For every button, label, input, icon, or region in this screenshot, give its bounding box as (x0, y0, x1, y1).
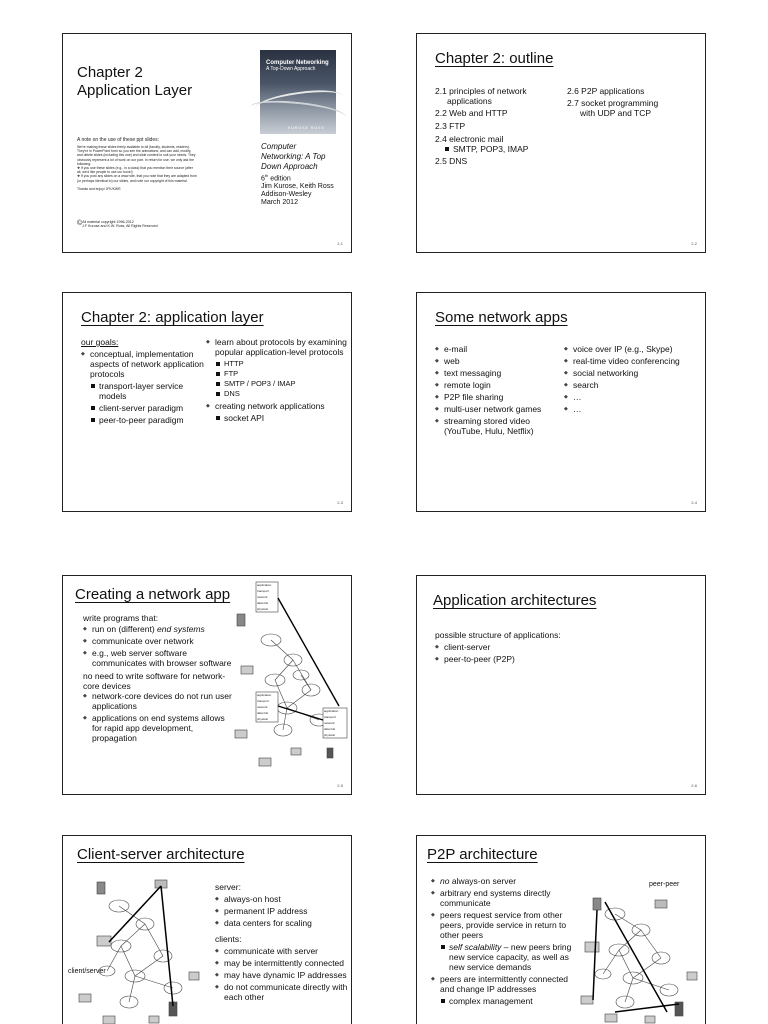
slide-client-server-title: Client-server architecture (77, 846, 245, 863)
slide-title (62, 33, 352, 253)
page-number: 2-4 (691, 500, 697, 505)
svg-text:transport: transport (257, 699, 269, 703)
app-arch-body: possible structure of applications: ◆ client-server ◆ peer-to-peer (P2P) (435, 630, 685, 666)
learn-column: ◆ learn about protocols by examining popular application-level protocols HTTP FTP SMTP / POP3 / IMAP DNS ◆ creating network applications socket API (206, 337, 348, 425)
apps-right: ◆ voice over IP (e.g., Skype) ◆ real-time video conferencing ◆ social networking ◆ search ◆ … ◆ … (564, 344, 704, 416)
p2p-label: peer-peer (649, 881, 680, 888)
slide-outline (416, 33, 706, 253)
svg-text:data link: data link (324, 727, 336, 731)
outline-right: 2.6 P2P applications 2.7 socket programming with UDP and TCP (567, 86, 659, 118)
client-server-label: client/server (68, 968, 106, 975)
svg-text:physical: physical (324, 733, 335, 737)
svg-text:physical: physical (257, 717, 268, 721)
svg-text:physical: physical (257, 607, 268, 611)
network-diagram-image (231, 580, 352, 770)
outline-left: 2.1 principles of network applications 2.2 Web and HTTP 2.3 FTP 2.4 electronic mail SMTP, POP3, IMAP 2.5 DNS (435, 86, 565, 166)
svg-text:application: application (324, 709, 339, 713)
page-number: 2-2 (691, 241, 697, 246)
book-cover-title: Computer Networking A Top-Down Approach (266, 60, 329, 72)
slide-p2p (416, 835, 706, 1024)
svg-text:transport: transport (324, 715, 336, 719)
book-cover-authors: KUROSE ROSS (288, 126, 325, 130)
page-number: 2-5 (337, 783, 343, 788)
slide-network-apps-title: Some network apps (435, 309, 568, 326)
page-number: 2-6 (691, 783, 697, 788)
svg-text:network: network (257, 705, 268, 709)
slide-application-layer (62, 292, 352, 512)
slide-app-layer-title: Chapter 2: application layer (81, 309, 264, 326)
goals-column: our goals: ◆ conceptual, implementation aspects of network application protocols transport-layer service models client-server paradigm peer-to-peer paradigm (81, 337, 205, 427)
creating-app-body: write programs that: ◆ run on (different) end systems ◆ communicate over network ◆ e.g., web server software communicates with browser software no need to write software for network-core devices ◆ network-core devices do not run user applications ◆ applications on end systems allows for rapid app development, propagation (83, 613, 233, 745)
slide-p2p-title: P2P architecture (427, 846, 538, 863)
title-line-1: Chapter 2 (77, 64, 143, 81)
page-number: 2-1 (337, 241, 343, 246)
svg-text:application: application (257, 693, 272, 697)
copyright: © All material copyright 1996-2012 J.F Kurose and K.W. Ross, All Rights Reserved (77, 220, 158, 229)
slide-client-server (62, 835, 352, 1024)
slide-app-arch-title: Application architectures (433, 592, 597, 609)
svg-text:data link: data link (257, 601, 269, 605)
slide-creating-app-title: Creating a network app (75, 586, 231, 603)
client-server-diagram-image (69, 876, 217, 1024)
svg-text:transport: transport (257, 589, 269, 593)
svg-text:data link: data link (257, 711, 269, 715)
client-server-body: server: ◆ always-on host ◆ permanent IP address ◆ data centers for scaling clients: ◆ communicate with server ◆ may be intermittently connected ◆ may have dynamic IP addresses ◆ do not communicate directly with each other (215, 882, 351, 1004)
slide-app-architectures (416, 575, 706, 795)
title-line-2: Application Layer (77, 82, 193, 99)
svg-text:network: network (324, 721, 335, 725)
apps-left: ◆ e-mail ◆ web ◆ text messaging ◆ remote login ◆ P2P file sharing ◆ multi-user network games ◆ streaming stored video (YouTube, Hulu, Netflix) (435, 344, 565, 438)
svg-text:application: application (257, 583, 272, 587)
p2p-diagram-image (575, 892, 705, 1024)
note-body: We're making these slides freely available to all (faculty, students, readers). They're in PowerPoint form so you see the animations; and can add, modify, and delete slides (including this one) and slide content to suit your needs. They obviously represent a lot of work on our part. In return for use, we only ask the following: ❖ If you use these slides (e.g., in a class) that you mention their source (after all, we'd like people to use our book!) ❖ If you post any slides on a www site, that you note that they are adapted from (or perhaps identical to) our slides, and note our copyright of this material. Thanks and enjoy! JFK/KWR (77, 145, 197, 191)
copyright-icon: © (77, 220, 83, 227)
slide-title-heading (77, 64, 192, 100)
p2p-body: ◆ no always-on server ◆ arbitrary end systems directly communicate ◆ peers request service from other peers, provide service in return to other peers self scalability – new peers bring new service capacity, as well as new service demands ◆ peers are intermittently connected and change IP addresses complex management (431, 876, 577, 1008)
slide-creating-app (62, 575, 352, 795)
page-number: 2-3 (337, 500, 343, 505)
slide-network-apps (416, 292, 706, 512)
note-heading: A note on the use of these ppt slides: (77, 137, 160, 143)
book-citation: Computer Networking: A Top Down Approach 6th edition Jim Kurose, Keith Ross Addison-Wesley March 2012 (261, 142, 334, 207)
book-cover-image (260, 50, 336, 134)
slide-outline-title: Chapter 2: outline (435, 50, 554, 67)
svg-text:network: network (257, 595, 268, 599)
